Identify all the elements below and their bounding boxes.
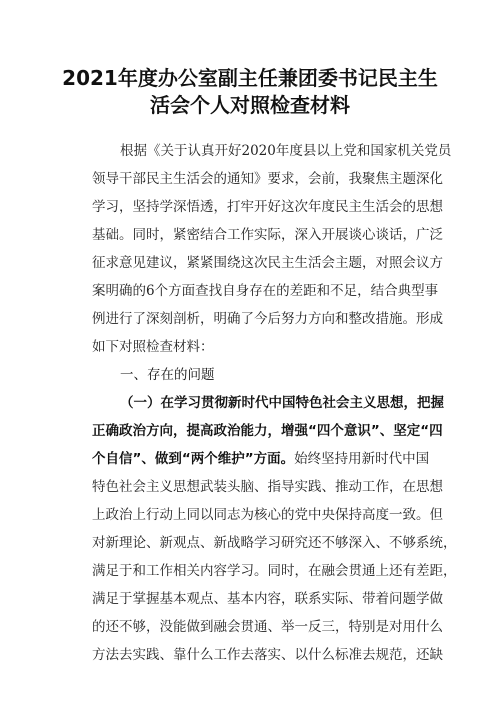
subsection-body-start: 始终坚持用新时代中国 (294, 451, 430, 467)
section-heading: 一、存在的问题 (120, 367, 215, 383)
intro-paragraph-line: 例进行了深刻剖析，明确了今后努力方向和整改措施。形成 (92, 311, 443, 327)
body-paragraph-line: 特色社会主义思想武装头脑、指导实践、推动工作，在思想 (92, 479, 443, 495)
document-title-line-1: 2021年度办公室副主任兼团委书记民主生 (62, 66, 438, 90)
body-paragraph-line: 满足于掌握基本观点、基本内容，联系实际、带着问题学做 (92, 591, 443, 607)
body-paragraph-line: 对新理论、新观点、新战略学习研究还不够深入、不够系统， (92, 535, 457, 551)
body-paragraph-line: 满足于和工作相关内容学习。同时，在融会贯通上还有差距， (92, 563, 457, 579)
intro-paragraph-line: 征求意见建议，紧紧围绕这次民主生活会主题，对照会议方 (92, 255, 443, 271)
intro-paragraph-line: 根据《关于认真开好2020年度县以上党和国家机关党员 (120, 143, 452, 159)
body-paragraph-line: 的还不够，没能做到融会贯通、举一反三，特别是对用什么 (92, 619, 443, 635)
subsection-heading-line: 正确政治方向，提高政治能力，增强“四个意识”、坚定“四 (92, 423, 443, 439)
intro-paragraph-line: 基础。同时，紧密结合工作实际，深入开展谈心谈话，广泛 (92, 227, 443, 243)
subsection-heading-tail: 个自信”、做到“两个维护”方面。 (92, 451, 295, 467)
intro-paragraph-line: 学习，坚持学深悟透，打牢开好这次年度民主生活会的思想 (92, 199, 443, 215)
intro-paragraph-line: 案明确的6个方面查找自身存在的差距和不足，结合典型事 (92, 283, 439, 299)
body-paragraph-line: 上政治上行动上同以同志为核心的党中央保持高度一致。但 (92, 507, 443, 523)
document-title-line-2: 活会个人对照检查材料 (150, 93, 350, 117)
body-paragraph-line: 方法去实践、靠什么工作去落实、以什么标准去规范，还缺 (92, 647, 443, 663)
intro-paragraph-line: 领导干部民主生活会的通知》要求，会前，我聚焦主题深化 (92, 171, 443, 187)
subsection-heading-line: （一）在学习贯彻新时代中国特色社会主义思想，把握 (120, 395, 444, 411)
subsection-mixed-line (92, 445, 430, 473)
intro-paragraph-line: 如下对照检查材料： (92, 339, 214, 355)
